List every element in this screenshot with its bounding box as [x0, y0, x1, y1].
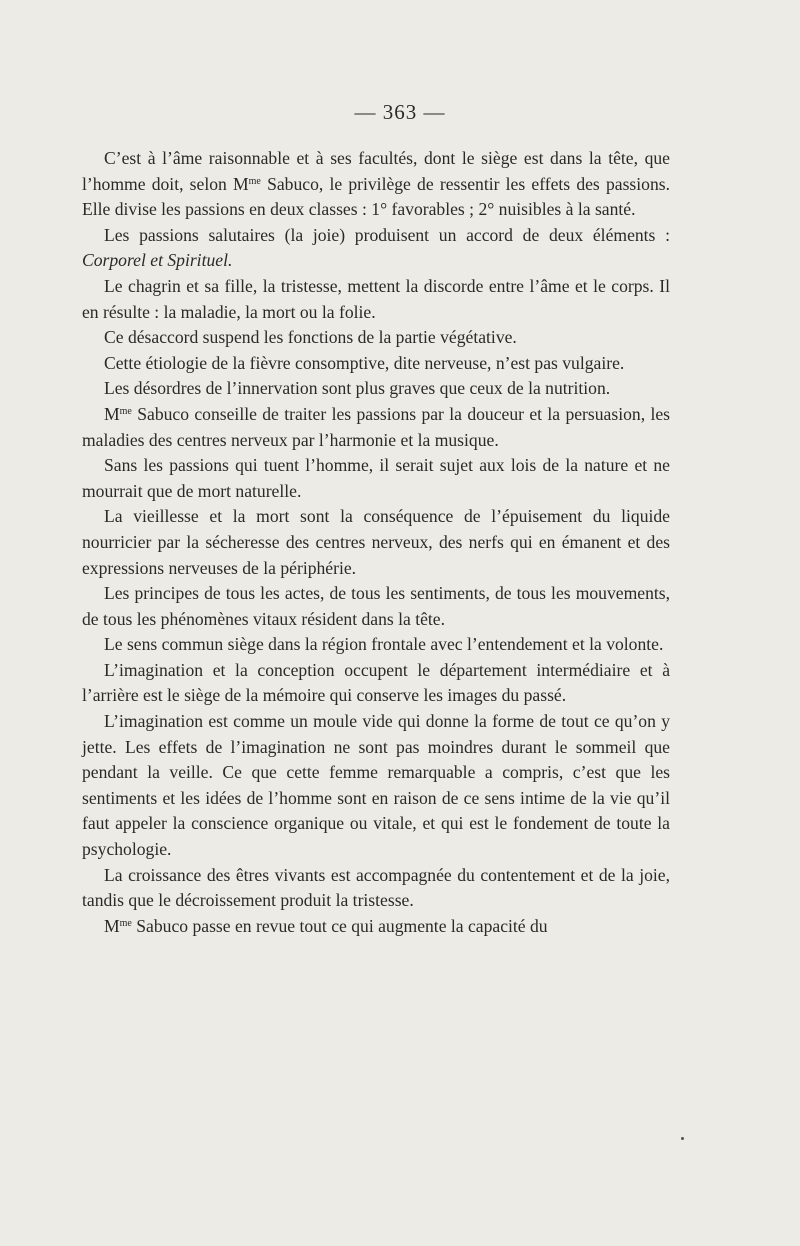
paragraph: Le chagrin et sa fille, la tristesse, mettent la discorde entre l’âme et le corps. Il en résulte : la maladie, la mort ou la folie.	[82, 275, 670, 322]
paragraph: La croissance des êtres vivants est accompagnée du contentement et de la joie, tandis que le décroissement produit la tristesse.	[82, 864, 670, 911]
paragraph: Sans les passions qui tuent l’homme, il serait sujet aux lois de la nature et ne mourrait que de mort naturelle.	[82, 455, 670, 501]
paragraph: Cette étiologie de la fièvre consomptive, dite nerveuse, n’est pas vulgaire.	[104, 352, 625, 373]
paragraph: L’imagination est comme un moule vide qui donne la forme de tout ce qu’on y jette. Les effets de l’imagination ne sont pas moindres durant le sommeil que pendant la veille. Ce que cette femme remarquable a compris, c’est que les sentiments et les idées de l’homme sont en raison de ce sens intime de la vie qu’il faut appeler la conscience organique ou vitale, et qui est le fondement de toute la psychologie.	[82, 711, 670, 860]
superscript: me	[119, 917, 132, 929]
paragraph: Les passions salutaires (la joie) produisent un accord de deux éléments : Corporel et Spirituel.	[82, 224, 670, 271]
paragraph: Le sens commun siège dans la région frontale avec l’entendement et la volonte.	[104, 634, 664, 655]
paragraph: C’est à l’âme raisonnable et à ses facultés, dont le siège est dans la tête, que l’homme doit, selon $M^{me}$ Sabuco, le privilège de ressentir les effets des passions. Elle divise les passions en deux classes : 1° favorables ; 2° nuisibles à la santé.	[82, 148, 671, 220]
paper-speck	[681, 1137, 684, 1140]
paragraph: Les désordres de l’innervation sont plus graves que ceux de la nutrition.	[104, 378, 611, 399]
paragraph: $M^{me}$ Sabuco conseille de traiter les passions par la douceur et la persuasion, les maladies des centres nerveux par l’harmonie et la musique.	[82, 403, 670, 450]
superscript: me	[248, 175, 261, 187]
page-number: — 363 —	[354, 100, 446, 124]
paragraph: Les principes de tous les actes, de tous les sentiments, de tous les mouvements, de tous les phénomènes vitaux résident dans la tête.	[82, 583, 670, 629]
paragraph: La vieillesse et la mort sont la conséquence de l’épuisement du liquide nourricier par la sécheresse des centres nerveux, des nerfs qui en émanent et des expressions nerveuses de la périphérie.	[82, 506, 670, 578]
paragraph: Ce désaccord suspend les fonctions de la partie végétative.	[104, 327, 517, 348]
paragraph: L’imagination et la conception occupent le département intermédiaire et à l’arrière est le siège de la mémoire qui conserve les images du passé.	[82, 659, 670, 706]
paragraph: $M^{me}$ Sabuco passe en revue tout ce qui augmente la capacité du	[104, 915, 548, 936]
body-text	[82, 146, 670, 939]
italic-term: Corporel et Spirituel.	[82, 250, 233, 271]
superscript: me	[119, 405, 132, 417]
